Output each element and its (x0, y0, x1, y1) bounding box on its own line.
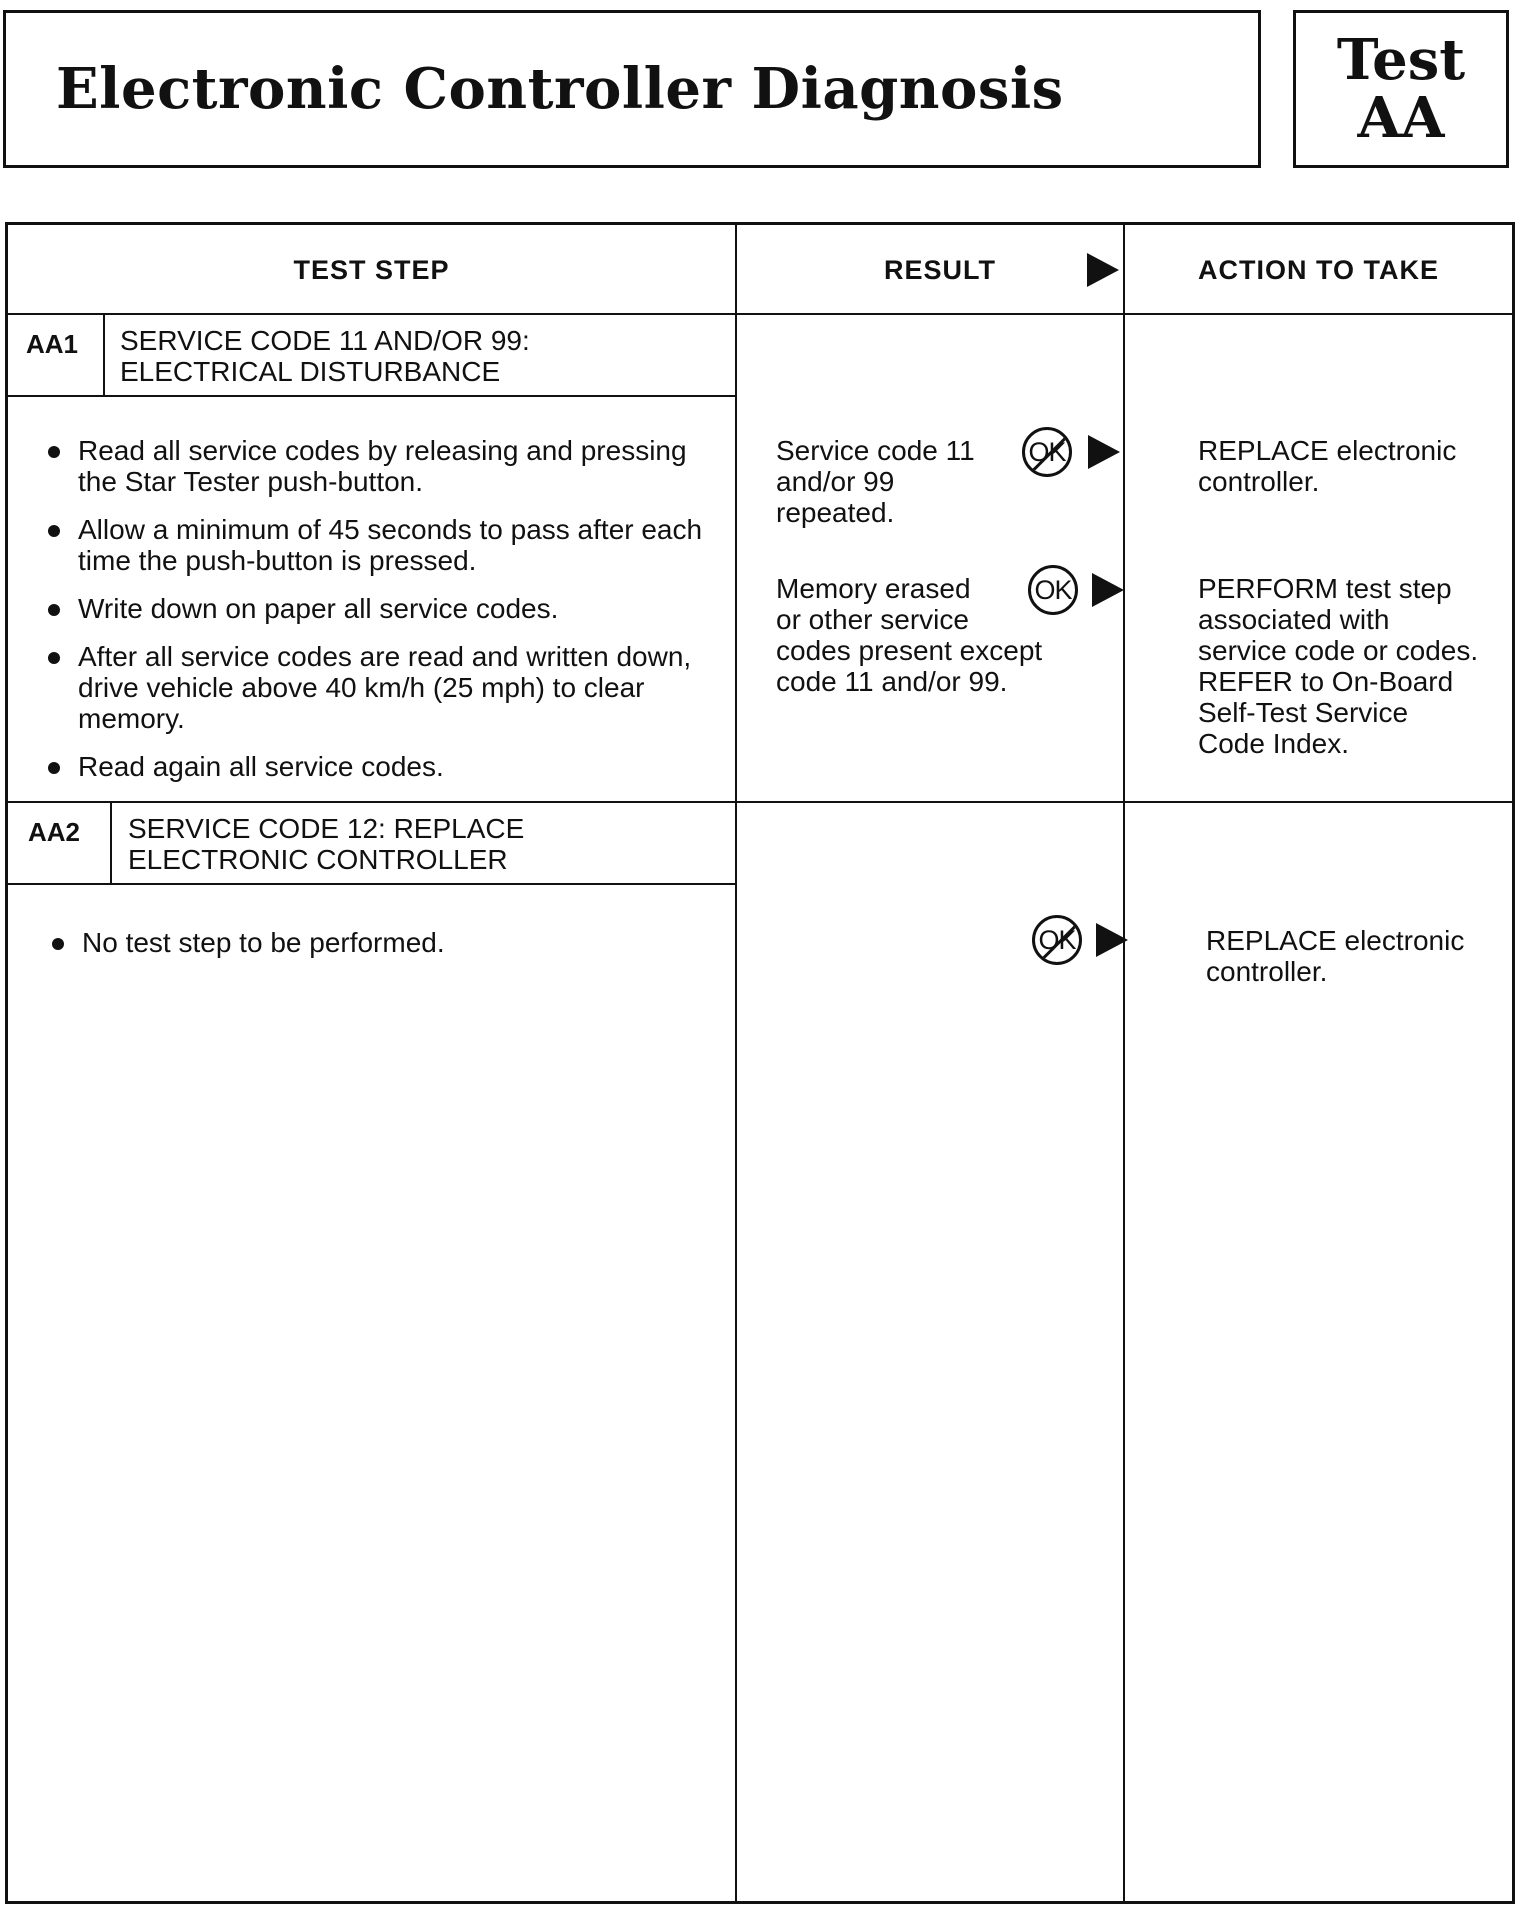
instruction-item: No test step to be performed. (48, 927, 728, 958)
action-to-take: REPLACE electronic controller. (1198, 435, 1457, 497)
result-arrow-icon (1096, 923, 1128, 957)
step-instructions (44, 435, 724, 799)
instruction-item: Write down on paper all service codes. (44, 593, 724, 624)
step-instructions (48, 927, 728, 975)
result-arrow-icon (1087, 253, 1119, 287)
column-header-result-label: RESULT (884, 254, 996, 285)
diagnostic-table (5, 222, 1515, 1904)
step-title-line: ELECTRICAL DISTURBANCE (120, 356, 501, 387)
instruction-item: Allow a minimum of 45 seconds to pass after each time the push-button is pressed. (44, 514, 724, 576)
test-label-line2: AA (1357, 85, 1445, 151)
instruction-item: After all service codes are read and written down, drive vehicle above 40 km/h (25 mph) to clear memory. (44, 641, 724, 734)
step-title-line: ELECTRONIC CONTROLLER (128, 844, 508, 875)
column-header-result (737, 225, 1123, 315)
step-title (120, 325, 530, 387)
step-id-divider (110, 803, 112, 883)
test-label-line1: Test (1336, 27, 1466, 93)
test-label-box (1293, 10, 1509, 168)
title-box (3, 10, 1261, 168)
row-divider (8, 801, 1512, 803)
column-header-action (1125, 225, 1512, 315)
column-header-test-step-label: TEST STEP (293, 254, 450, 285)
step-title-divider (8, 395, 735, 397)
step-id: AA1 (26, 329, 79, 359)
result-arrow-icon (1088, 435, 1120, 469)
not-ok-icon: OK (1032, 915, 1082, 965)
column-header-action-label: ACTION TO TAKE (1198, 254, 1439, 285)
instruction-item: Read all service codes by releasing and pressing the Star Tester push-button. (44, 435, 724, 497)
ok-icon: OK (1028, 565, 1078, 615)
step-title-divider (8, 883, 735, 885)
result-condition: Service code 11 and/or 99 repeated. (776, 435, 975, 528)
action-to-take: REPLACE electronic controller. (1206, 925, 1465, 987)
result-arrow-icon (1092, 573, 1124, 607)
step-title-line: SERVICE CODE 12: REPLACE (128, 813, 525, 844)
step-title-line: SERVICE CODE 11 AND/OR 99: (120, 325, 530, 356)
column-header-test-step (8, 225, 735, 315)
divider-result-action (1123, 225, 1125, 1901)
action-to-take: PERFORM test step associated with service code or codes. REFER to On-Board Self-Test Service Code Index. (1198, 573, 1479, 759)
step-id-divider (103, 315, 105, 395)
divider-step-result (735, 225, 737, 1901)
step-title (128, 813, 524, 875)
page-title: Electronic Controller Diagnosis (56, 56, 1064, 122)
instruction-item: Read again all service codes. (44, 751, 724, 782)
result-condition: Memory erased or other service codes present except code 11 and/or 99. (776, 573, 1043, 697)
step-id: AA2 (28, 817, 81, 847)
not-ok-icon: OK (1022, 427, 1072, 477)
